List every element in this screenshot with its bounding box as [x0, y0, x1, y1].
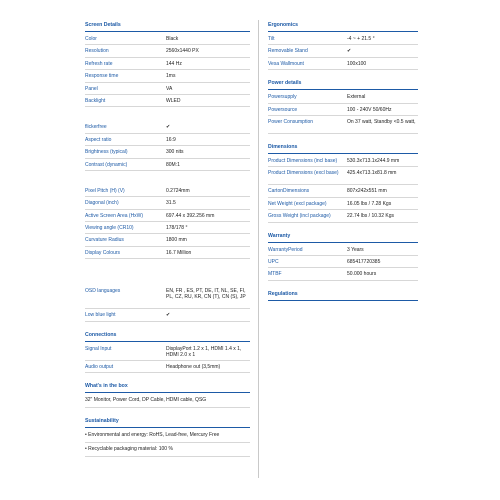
spec-value: 697.44 x 392.256 mm [166, 212, 215, 219]
spacer [85, 171, 250, 185]
spec-value: 807x242x551 mm [347, 188, 387, 195]
screen-details-title: Screen Details [85, 20, 250, 32]
connections-title: Connections [85, 330, 250, 342]
spec-value: VA [166, 85, 173, 92]
spacer [85, 408, 250, 416]
spec-key: Aspect ratio [85, 136, 112, 143]
spec-key: Contrast (dynamic) [85, 161, 128, 168]
spec-row [85, 343, 250, 361]
dimensions-title: Dimensions [268, 142, 418, 154]
spec-key: Brightness (typical) [85, 149, 128, 156]
spec-row [85, 309, 250, 321]
check-icon: ✔ [347, 48, 352, 55]
spacer [85, 259, 250, 285]
spec-key: Active Screen Area (HxW) [85, 212, 144, 219]
spec-row [85, 361, 250, 373]
power-details-title: Power details [268, 78, 418, 90]
spec-row [268, 268, 418, 280]
spec-key: CartonDimensions [268, 188, 310, 195]
sustainability-title: Sustainability [85, 416, 250, 428]
spec-value: 530.3x713.1x244.9 mm [347, 157, 400, 164]
spec-value: 16.05 lbs / 7.28 Kgs [347, 200, 392, 207]
regulations-title: Regulations [268, 289, 418, 301]
spec-key: Removable Stand [268, 48, 308, 55]
spec-key: Pixel Pitch (H) (V) [85, 187, 125, 194]
spec-value: 100 - 240V 50/60Hz [347, 106, 392, 113]
spec-key: Power Consumption [268, 118, 314, 125]
spec-row [268, 45, 418, 57]
spec-value: 144 Hz [166, 60, 182, 67]
spec-key: Product Dimensions (incl base) [268, 157, 338, 164]
check-icon: ✔ [166, 312, 171, 319]
spec-value: 31.5 [166, 200, 176, 207]
spec-key: Signal Input [85, 345, 112, 352]
spec-key: Net Weight (excl package) [268, 200, 327, 207]
spacer [85, 373, 250, 381]
spec-value: 16.7 Million [166, 249, 192, 256]
spec-row [85, 121, 250, 133]
spec-key: flickerfree [85, 124, 107, 131]
spec-value: Black [166, 36, 179, 42]
panel-group-rows [85, 185, 250, 259]
spec-value: External [347, 94, 366, 101]
spec-value: 80M:1 [166, 161, 180, 168]
spec-row [268, 58, 418, 70]
spacer [85, 107, 250, 121]
spec-key: Panel [85, 85, 98, 92]
spec-value: 2560x1440 PX [166, 48, 199, 55]
spec-key: Audio output [85, 363, 114, 370]
sustainability-item: • Recyclable packaging material: 100 % [85, 443, 250, 457]
spacer [268, 223, 418, 231]
spec-key: OSD languages [85, 288, 121, 295]
spec-key: Display Colours [85, 249, 121, 256]
spec-key: Viewing angle (CR10) [85, 225, 134, 232]
spec-key: Vesa Wallmount [268, 60, 304, 67]
column-divider [258, 20, 259, 478]
spec-row [268, 104, 418, 116]
sustainability-item: • Environmental and energy: RoHS, Lead-free, Mercury Free [85, 429, 250, 443]
spec-key: Product Dimensions (excl base) [268, 170, 339, 177]
in-the-box-text: 32" Monitor, Power Cord, DP Cable, HDMI cable, QSG [85, 394, 250, 408]
spec-value: 22.74 lbs / 10.32 Kgs [347, 213, 394, 220]
spec-row [85, 197, 250, 209]
spec-key: Diagonal (inch) [85, 200, 119, 207]
spec-key: Backlight [85, 97, 106, 104]
spec-row [268, 33, 418, 45]
spec-value: 16:9 [166, 136, 176, 143]
spec-row [268, 185, 418, 197]
spec-value: 0.2724mm [166, 187, 190, 194]
spec-value: On 37 watt, Standby <0.5 watt, [347, 118, 416, 125]
osd-group-rows [85, 285, 250, 321]
spec-row [85, 70, 250, 82]
spec-row [268, 244, 418, 256]
spec-row [85, 210, 250, 222]
spec-value: WLED [166, 97, 181, 104]
spec-row [85, 222, 250, 234]
spec-row [85, 95, 250, 107]
spec-value: 178/178 ° [166, 225, 188, 232]
spec-row [85, 134, 250, 146]
left-column [85, 20, 250, 457]
spec-row [268, 198, 418, 210]
spec-key: MTBF [268, 271, 282, 278]
spec-value: 100x100 [347, 60, 367, 67]
spec-row [268, 256, 418, 268]
spacer [268, 134, 418, 142]
spec-row [85, 45, 250, 57]
connections-rows [85, 343, 250, 373]
spec-row [268, 155, 418, 167]
spec-key: Low blue light [85, 312, 116, 319]
spec-row [85, 33, 250, 45]
spacer [268, 70, 418, 78]
spec-row [268, 210, 418, 222]
spec-key: Response time [85, 73, 119, 80]
check-icon: ✔ [166, 124, 171, 131]
spec-row [85, 185, 250, 197]
spacer [85, 322, 250, 330]
spec-value: Headphone out (3,5mm) [166, 363, 221, 370]
spec-key: Refresh rate [85, 60, 113, 67]
spec-row [85, 159, 250, 171]
spec-key: Resolution [85, 48, 109, 55]
spec-value: 300 nits [166, 149, 184, 156]
spec-value: DisplayPort 1.2 x 1, HDMI 1.4 x 1, HDMI 2.0 x 1 [166, 345, 242, 358]
spec-key: UPC [268, 258, 279, 265]
spec-row [85, 58, 250, 70]
spec-value: 1ms [166, 73, 176, 80]
spec-row [85, 247, 250, 259]
spec-value: 425.4x713.1x81.8 mm [347, 170, 397, 177]
ergonomics-title: Ergonomics [268, 20, 418, 32]
spec-value: 685417720385 [347, 258, 381, 265]
warranty-title: Warranty [268, 231, 418, 243]
screen-details-rows [85, 33, 250, 107]
spec-key: WarrantyPeriod [268, 246, 303, 253]
spec-value: 50.000 hours [347, 271, 377, 278]
spacer [268, 281, 418, 289]
spec-value: -4 ~ + 21.5 ° [347, 36, 375, 42]
spec-value: EN, FR , ES, PT, DE, IT, NL, SE, FI, PL, CZ, RU, KR, CN (T), CN (S), JP [166, 288, 246, 301]
right-column [268, 20, 418, 302]
spec-row [268, 116, 418, 134]
in-the-box-title: What's in the box [85, 381, 250, 393]
spec-row [85, 146, 250, 158]
display-group-rows [85, 121, 250, 171]
spec-key: Color [85, 36, 97, 42]
spec-row [268, 91, 418, 103]
spec-key: Gross Weight (incl package) [268, 213, 331, 220]
spec-key: Tilt [268, 36, 275, 42]
spec-row [85, 83, 250, 95]
spec-row [85, 234, 250, 246]
spec-value: 3 Years [347, 246, 364, 253]
spec-key: Powersupply [268, 94, 297, 101]
spec-value: 1800 mm [166, 237, 187, 244]
spec-row [268, 167, 418, 185]
spec-key: Curvature Radius [85, 237, 124, 244]
spec-key: Powersource [268, 106, 298, 113]
spec-row [85, 285, 250, 309]
